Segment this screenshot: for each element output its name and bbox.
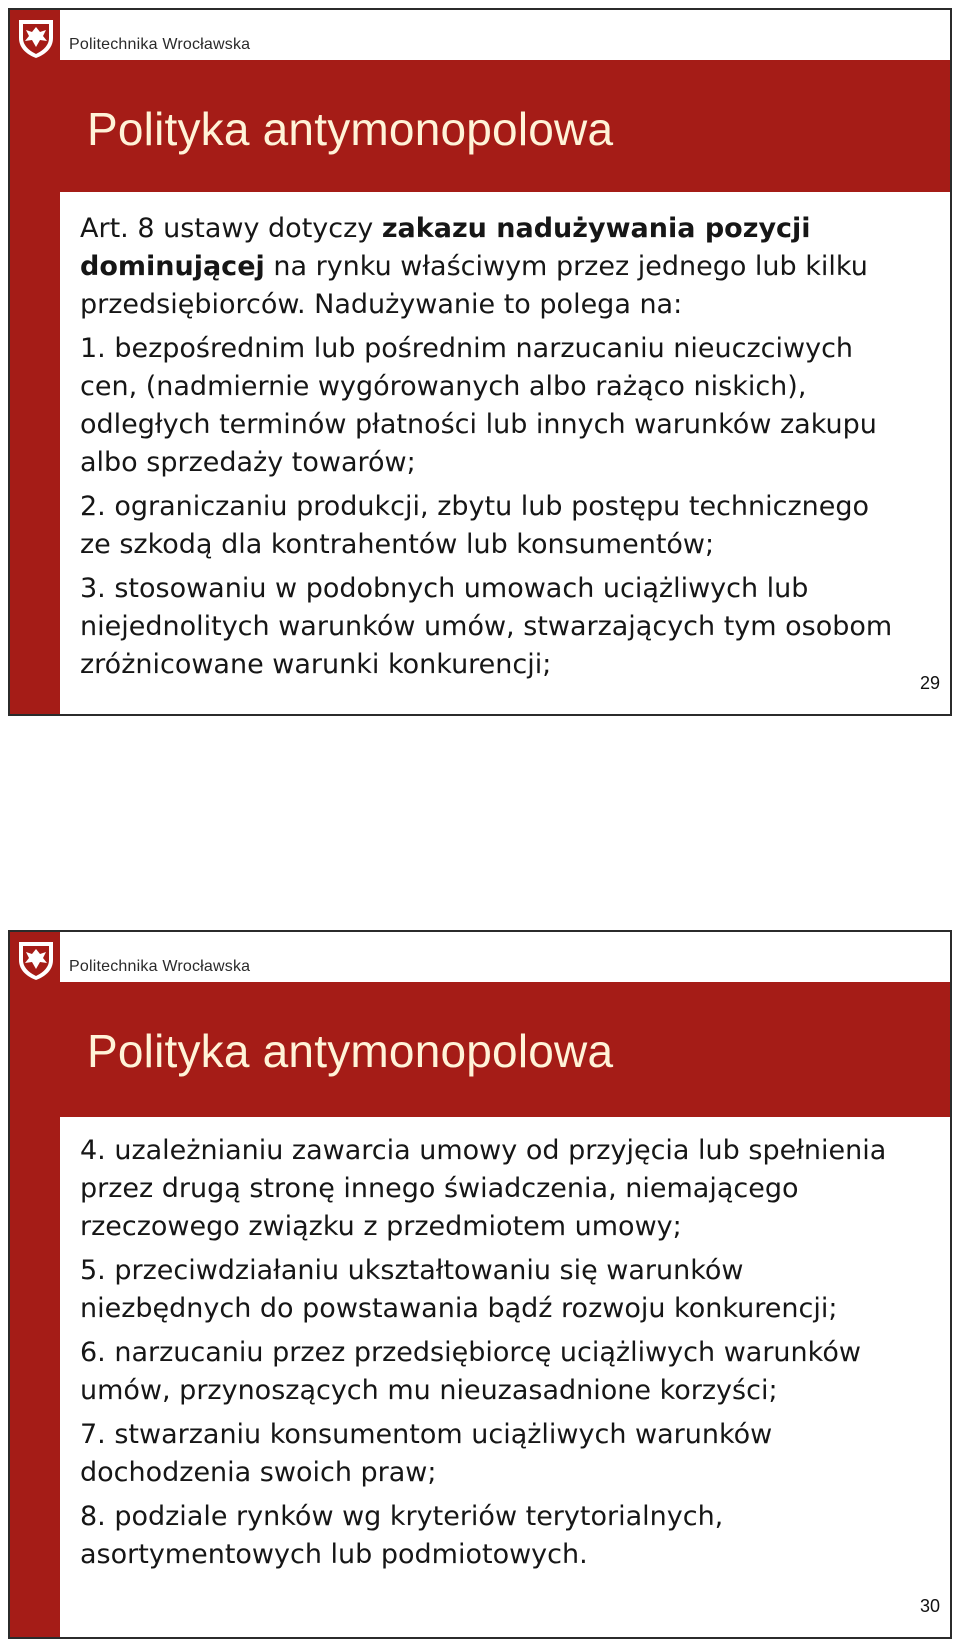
list-item-line: 1. bezpośrednim lub pośrednim narzucaniu nieuczciwych: [80, 333, 854, 364]
list-item-line: rzeczowego związku z przedmiotem umowy;: [80, 1211, 682, 1242]
list-item-line: albo sprzedaży towarów;: [80, 447, 416, 478]
list-item-line: 8. podziale rynków wg kryteriów terytorialnych,: [80, 1501, 724, 1532]
list-item-line: niezbędnych do powstawania bądź rozwoju konkurencji;: [80, 1293, 838, 1324]
list-item-line: ze szkodą dla kontrahentów lub konsumentów;: [80, 529, 715, 560]
item-list: [80, 1132, 930, 1574]
list-item-line: 4. uzależnianiu zawarcia umowy od przyjęcia lub spełnienia: [80, 1135, 887, 1166]
list-item-line: 7. stwarzaniu konsumentom uciążliwych warunków: [80, 1419, 773, 1450]
list-item-line: niejednolitych warunków umów, stwarzających tym osobom: [80, 611, 893, 642]
list-item-line: umów, przynoszących mu nieuzasadnione korzyści;: [80, 1375, 778, 1406]
slide-left-band: [10, 10, 60, 714]
university-name: Politechnika Wrocławska: [69, 36, 251, 53]
list-item: [80, 1252, 930, 1328]
list-item-line: 3. stosowaniu w podobnych umowach uciążliwych lub: [80, 573, 809, 604]
university-logo-icon: [14, 14, 58, 60]
title-bar: [60, 982, 950, 1117]
list-item: [80, 1334, 930, 1410]
intro-text: Art. 8 ustawy dotyczy: [80, 213, 382, 244]
university-name: Politechnika Wrocławska: [69, 958, 251, 975]
list-item-line: 6. narzucaniu przez przedsiębiorcę uciążliwych warunków: [80, 1337, 861, 1368]
list-item-line: zróżnicowane warunki konkurencji;: [80, 649, 552, 680]
intro-paragraph: [80, 210, 930, 324]
list-item: [80, 488, 930, 564]
list-item-line: dochodzenia swoich praw;: [80, 1457, 437, 1488]
list-item: [80, 1498, 930, 1574]
list-item: [80, 570, 930, 684]
list-item-line: asortymentowych lub podmiotowych.: [80, 1539, 588, 1570]
slide-29: [8, 8, 952, 716]
university-logo-icon: [14, 936, 58, 982]
slide-30: [8, 930, 952, 1639]
slide-title: Polityka antymonopolowa: [87, 1025, 614, 1077]
list-item-line: przez drugą stronę innego świadczenia, niemającego: [80, 1173, 799, 1204]
item-list: [80, 330, 930, 684]
slide-body: [80, 1132, 930, 1580]
page-number: 29: [919, 673, 940, 693]
list-item: [80, 330, 930, 482]
list-item-line: 2. ograniczaniu produkcji, zbytu lub postępu technicznego: [80, 491, 870, 522]
slide-title: Polityka antymonopolowa: [87, 103, 614, 155]
list-item-line: cen, (nadmiernie wygórowanych albo rażąco niskich),: [80, 371, 807, 402]
title-bar: [60, 60, 950, 192]
list-item: [80, 1132, 930, 1246]
intro-bold-text: dominującej: [80, 251, 265, 282]
page-number: 30: [919, 1596, 940, 1616]
list-item-line: odległych terminów płatności lub innych warunków zakupu: [80, 409, 877, 440]
intro-text: przedsiębiorców. Nadużywanie to polega na:: [80, 289, 683, 320]
list-item: [80, 1416, 930, 1492]
slide-body: [80, 210, 930, 690]
list-item-line: 5. przeciwdziałaniu ukształtowaniu się warunków: [80, 1255, 744, 1286]
intro-text: na rynku właściwym przez jednego lub kilku: [264, 251, 868, 282]
slide-left-band: [10, 932, 60, 1637]
intro-bold-text: zakazu nadużywania pozycji: [381, 213, 811, 244]
